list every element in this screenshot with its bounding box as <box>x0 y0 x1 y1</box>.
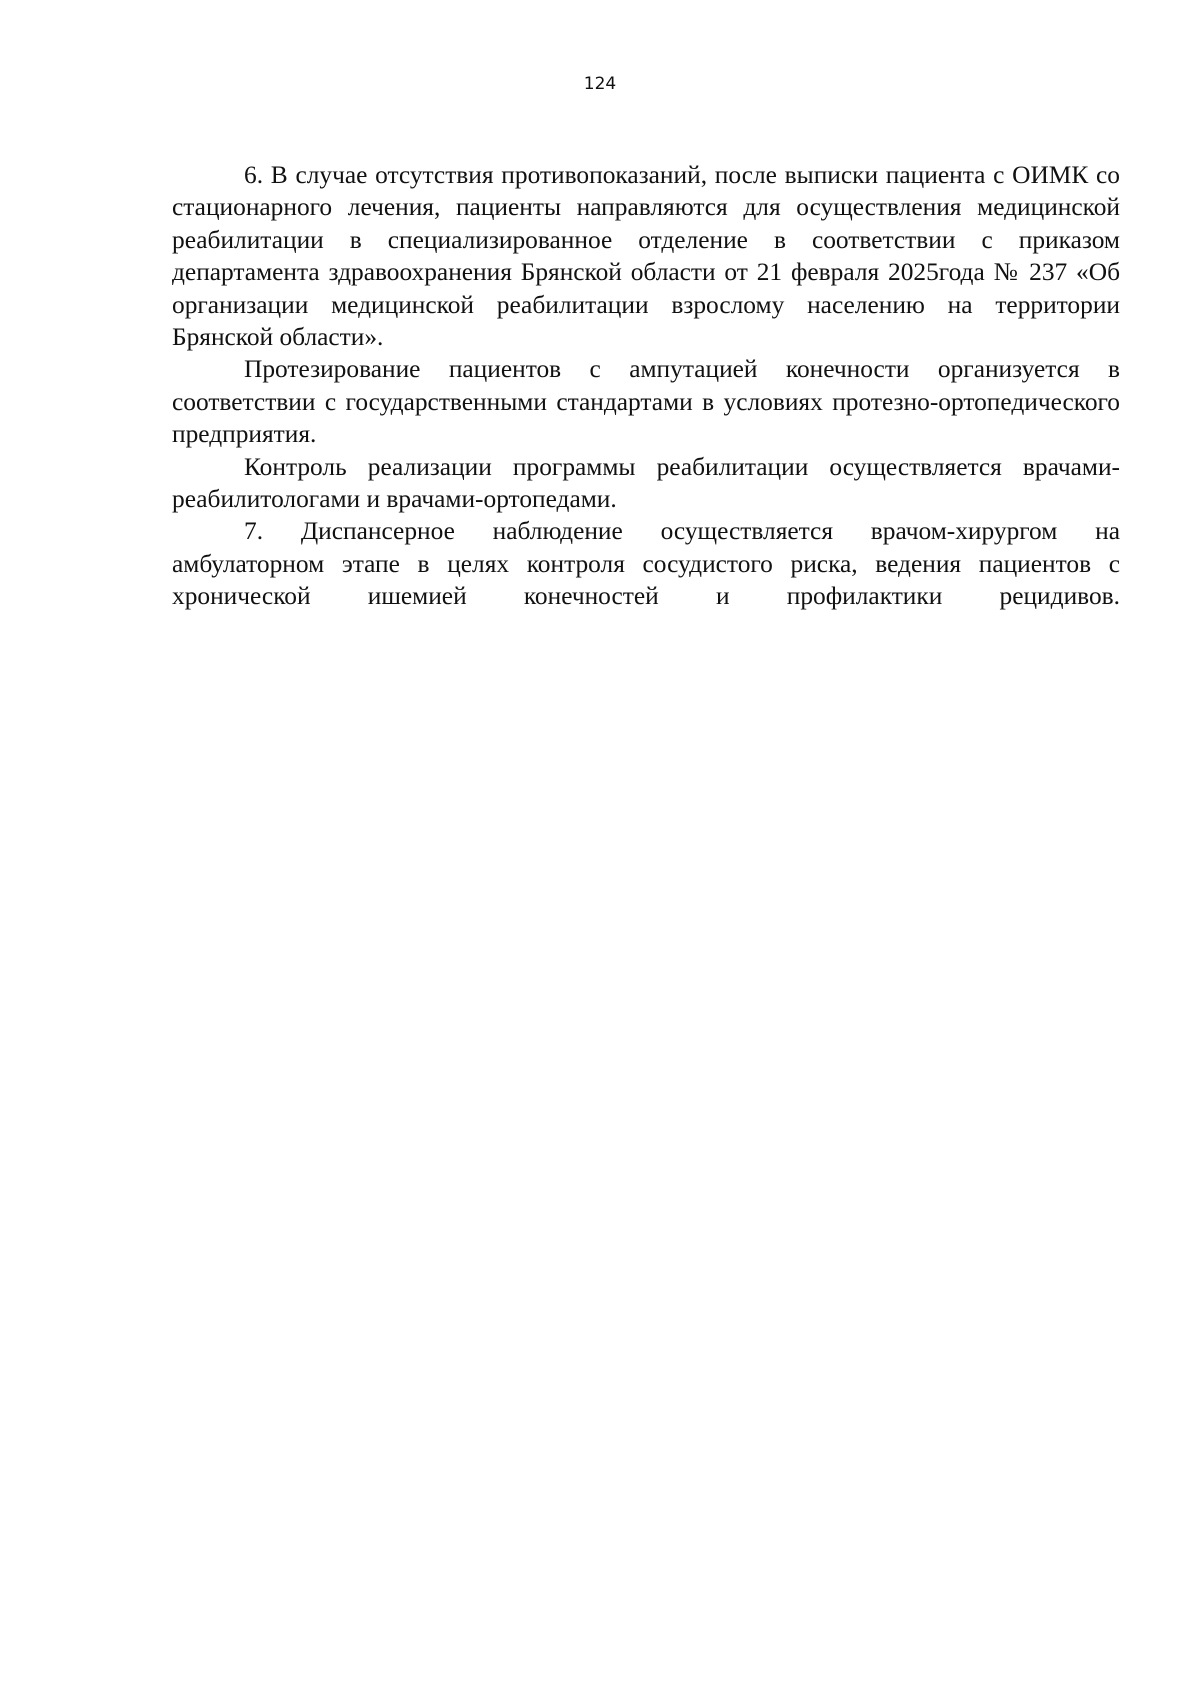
paragraph-rehabilitation-referral: 6. В случае отсутствия противопоказаний, после выписки пациента с ОИМК со стационарного лечения, пациенты направляются для осуществления медицинской реабилитации в специализированное отделение в соответствии с приказом департамента здравоохранения Брянской области от 21 февраля 2025года № 237 «Об организации медицинской реабилитации взрослому населению на территории Брянской области». <box>172 161 1120 352</box>
paragraph-dispensary-observation: 7. Диспансерное наблюдение осуществляется врачом-хирургом на амбулаторном этапе в целях контроля сосудистого риска, ведения пациентов с хронической ишемией конечностей и профилактики рецидивов. <box>172 517 1120 611</box>
page-number: 124 <box>583 74 617 94</box>
paragraph-prosthetics: Протезирование пациентов с ампутацией конечности организуется в соответствии с государственными стандартами в условиях протезно-ортопедического предприятия. <box>172 355 1120 449</box>
paragraph-rehabilitation-control: Контроль реализации программы реабилитации осуществляется врачами-реабилитологами и врачами-ортопедами. <box>172 452 1120 514</box>
document-body <box>172 159 1120 613</box>
